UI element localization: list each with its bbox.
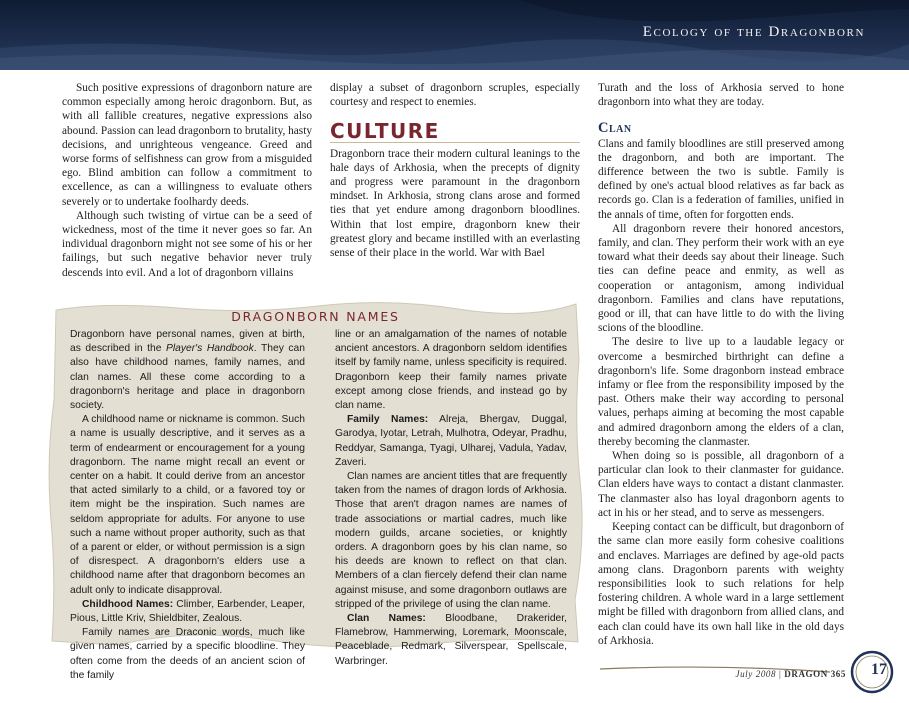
paragraph: Clans and family bloodlines are still preserved among the dragonborn, and both are important. The difference between the two is subtle. Family is defined by one's actual blood relatives as far back as records go. Clan is a federation of families, unified in the annals of time, often for forgotten ends. xyxy=(598,137,844,221)
paragraph: Family names are Draconic words, much like given names, carried by a specific bloodline. They often come from the deeds of an ancient scion of the family xyxy=(70,627,305,681)
paragraph: Dragonborn have personal names, given at birth, as described in the Player's Handbook. They can also have childhood names, family names, and clan names. All these come according to a dragonborn's heritage and place in dragonborn society. xyxy=(70,329,305,412)
paragraph: Dragonborn trace their modern cultural leanings to the hale days of Arkhosia, when the precepts of dignity and progress were paramount in the dragonborn mindset. In Arkhosia, strong clans arose and formed ties that yet endure among dragonborn bloodlines. Within that lost empire, dragonborn knew their greatest glory and became instilled with an everlasting sense of their place in the world. War with Bael xyxy=(330,147,580,260)
paragraph: line or an amalgamation of the names of notable ancient ancestors. A dragonborn seldom identifies itself by family name, unless specificity is required. Dragonborn keep their family names private except among close friends, and instead go by clan name. xyxy=(335,329,567,412)
page-header xyxy=(0,0,909,70)
footer-credit xyxy=(735,669,846,679)
paragraph: Although such twisting of virtue can be a seed of wickedness, most of the time it never goes so far. An individual dragonborn might not see some of his or her failings, but such negative behavior never truly descends into evil. And a lot of dragonborn villains xyxy=(62,209,312,279)
page-number: 17 xyxy=(871,661,887,678)
sidebar-column-1 xyxy=(70,328,305,683)
text-column-2 xyxy=(330,81,580,260)
footer-separator: | xyxy=(778,669,782,679)
paragraph: Such positive expressions of dragonborn nature are common especially among heroic dragonborn. But, as with all fallible creatures, negative expressions also abound. Passion can lead dragonborn to brutality, hasty decisions, and unrighteous vengeance. Greed and worse forms of selfishness can grow from a misguided ego. Blind ambition can follow a commitment to excellence, as can a willingness to evaluate others severely or to undertake foolhardy deeds. xyxy=(62,82,312,208)
text-column-1 xyxy=(62,81,312,280)
paragraph: A childhood name or nickname is common. Such a name is usually descriptive, and it serves as a term of endearment or encouragement for a young dragonborn. The name might recall an event or center on a habit. It could derive from an ancestor that acted similarly to a child, or a favored toy or item might be the inspiration. Such names are seldom appropriate for adults. For anyone to use such a name without proper authority, such as that of a parent or elder, or without permission is a sign of disrespect. A dragonborn's elders use a childhood name after that dragonborn becomes an adult only to indicate disapproval. xyxy=(70,414,305,596)
paragraph: All dragonborn revere their honored ancestors, family, and clan. They perform their work with an eye toward what their deeds say about their lineage. Such ties can define peace and enmity, as well as cooperation or antagonism, among individual dragonborn. Families and clans have reputations, good or ill, that can have little to do with the living scions of the bloodline. xyxy=(598,222,844,335)
book-title: Player's Handbook xyxy=(165,343,254,355)
page-footer xyxy=(600,650,909,703)
paragraph: When doing so is possible, all dragonborn of a particular clan look to their clanmaster for guidance. Clan elders have ways to contact a distant clanmaster. The clanmaster also has loyal dragonborn agents to act in his or her stead, and to serve as messengers. xyxy=(598,450,844,519)
text-column-3 xyxy=(598,81,844,648)
paragraph: Family Names: Alreja, Bhergav, Duggal, Garodya, Iyotar, Letrah, Mulhotra, Odeyar, Pradhu, Reddyar, Samanga, Tyagi, Ulharej, Vadula, Yadav, Zaveri. xyxy=(335,414,568,468)
paragraph: Childhood Names: Climber, Earbender, Leaper, Pious, Little Kriv, Shieldbiter, Zealous. xyxy=(70,598,305,625)
sidebar-dragonborn-names xyxy=(48,300,583,681)
paragraph: display a subset of dragonborn scruples, especially courtesy and respect to enemies. xyxy=(330,82,580,109)
section-title-culture: CULTURE xyxy=(330,124,580,142)
sidebar-title: DRAGONBORN NAMES xyxy=(231,309,400,324)
paragraph: Turath and the loss of Arkhosia served to hone dragonborn into what they are today. xyxy=(598,82,844,109)
family-names-label: Family Names: xyxy=(347,414,429,426)
paragraph: The desire to live up to a laudable legacy or overcome a besmirched birthright can define a dragonborn's life. Some dragonborn instead embrace infamy or flee from the responsibility imposed by the past. Others make their way according to personal values, perhaps aiming at becoming the most capable and admired dragonborn among the elders of a clan, thereby becoming the clanmaster. xyxy=(598,336,844,448)
childhood-names-label: Childhood Names: xyxy=(82,598,174,610)
paragraph: Clan Names: Bloodbane, Drakerider, Flamebrow, Hammerwing, Loremark, Moonscale, Peaceblade, Redmark, Silverspear, Spellscale, Warbringer. xyxy=(335,613,568,667)
header-title: Ecology of the Dragonborn xyxy=(642,24,865,40)
sidebar-column-2 xyxy=(335,328,567,669)
clan-names-label: Clan Names: xyxy=(347,613,426,625)
magazine-name: DRAGON 365 xyxy=(784,669,846,679)
subsection-title-clan: Clan xyxy=(598,120,632,137)
issue-date: July 2008 xyxy=(735,669,777,679)
paragraph: Keeping contact can be difficult, but dragonborn of the same clan more easily form cohesive coalitions and enclaves. Marriages are defined by age-old pacts among clans. Dragonborn parents with weighty responsibilities look to such relations for help fostering children. A whole ward in a large settlement might be filled with dragonborn from allied clans, and each clan could have its own hall like in the old days of Arkhosia. xyxy=(598,521,844,647)
paragraph: Clan names are ancient titles that are frequently taken from the names of dragon lords of Arkhosia. Those that aren't dragon names are names of trade associations or martial cadres, much like modern guilds, arcane societies, or knightly orders. A dragonborn goes by his clan name, so his deeds are known to reflect on that clan. Members of a clan fiercely defend their clan name against misuse, and some dragonborn outlaws are stripped of the privilege of using the clan name. xyxy=(335,471,567,610)
